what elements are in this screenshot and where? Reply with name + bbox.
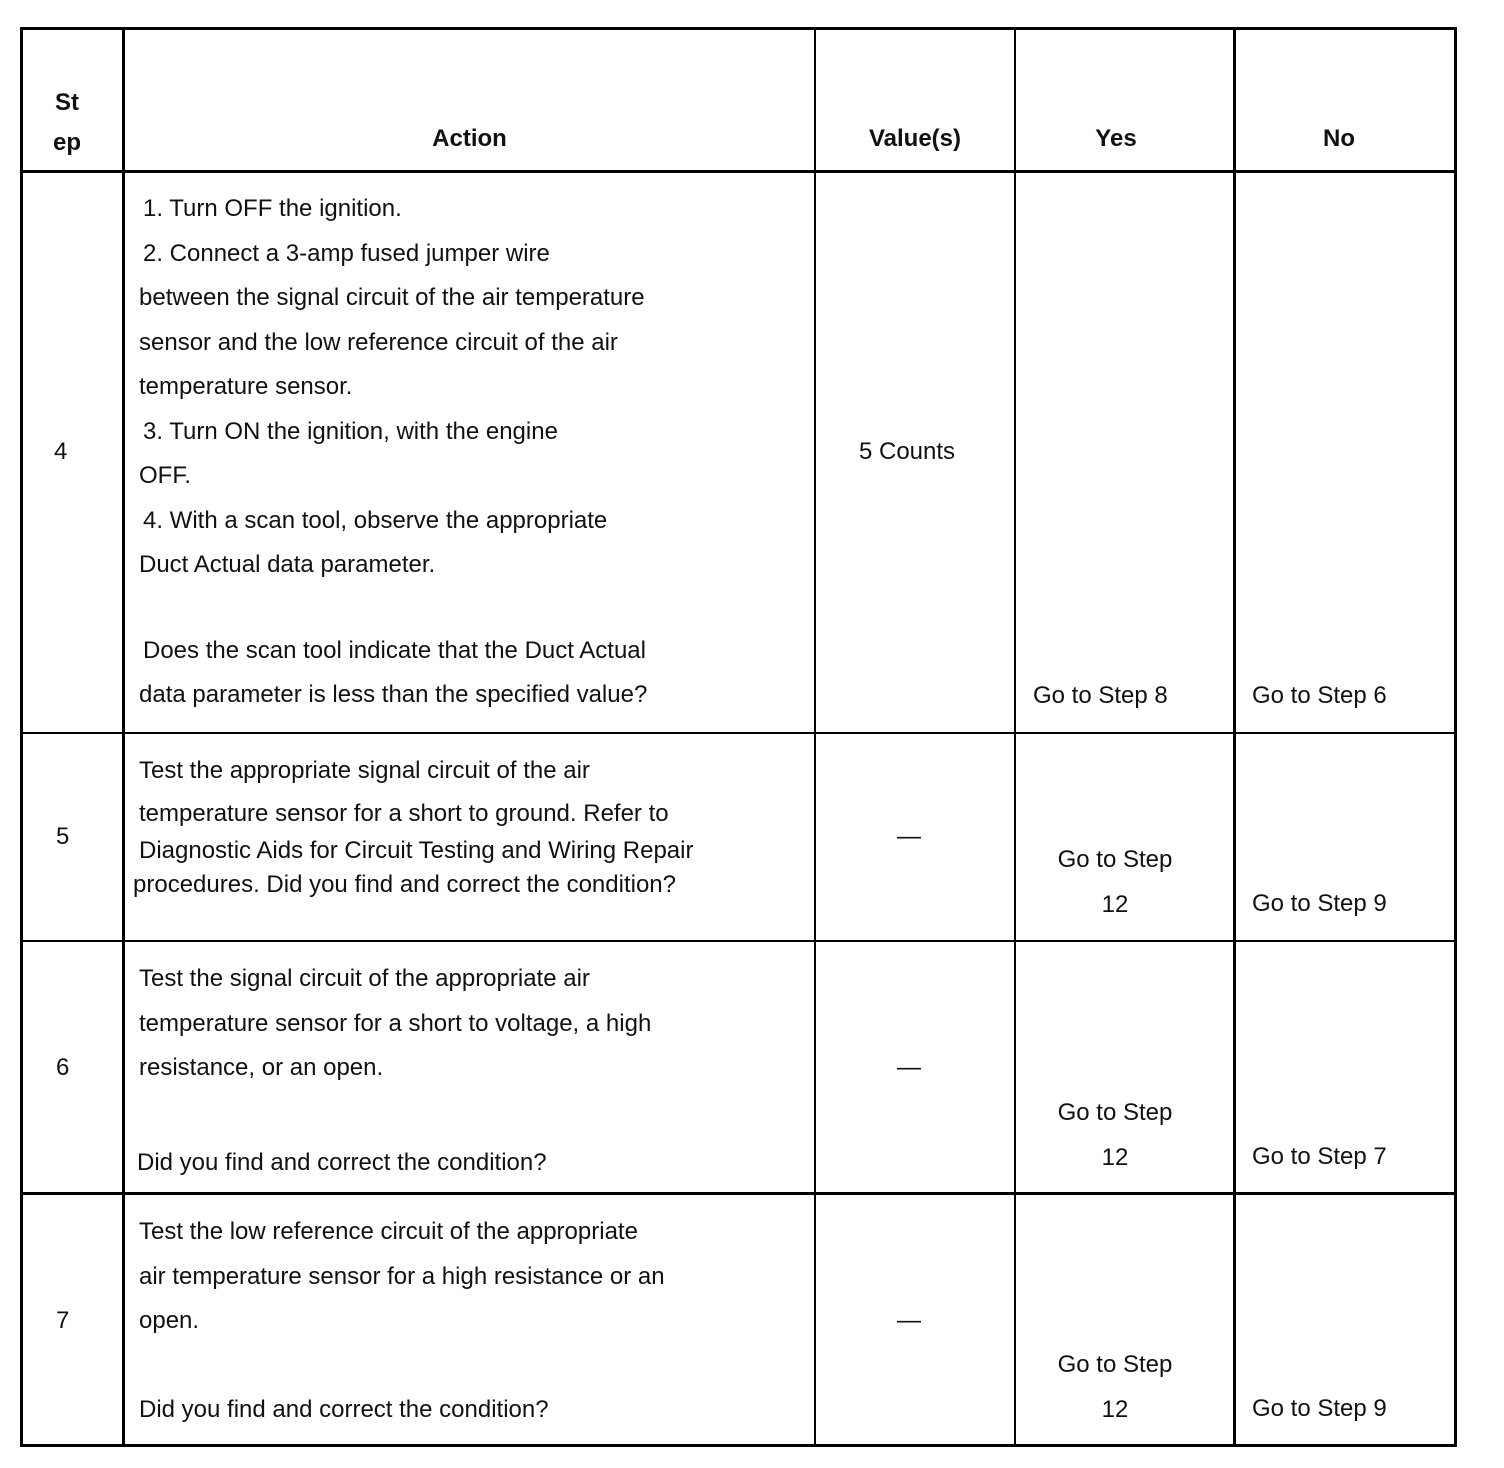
action-line: Test the appropriate signal circuit of the air (139, 757, 590, 784)
action-line: Did you find and correct the condition? (139, 1395, 549, 1423)
step-number: 5 (56, 823, 70, 850)
yes-line: 12 (1101, 1143, 1129, 1171)
step-number: 4 (54, 438, 68, 465)
action-line: temperature sensor for a short to voltage, a high (139, 1009, 652, 1037)
yes-cell (1016, 838, 1214, 927)
col-divider (814, 27, 816, 1447)
action-line: open. (139, 1307, 200, 1334)
value-cell: — (897, 823, 921, 850)
yes-line: Go to Step (1057, 846, 1173, 873)
col-divider (1014, 27, 1016, 1447)
action-line: Does the scan tool indicate that the Duct Actual (143, 636, 646, 664)
action-line (139, 588, 647, 629)
yes-cell: Go to Step 8 (1033, 682, 1168, 709)
no-cell: Go to Step 7 (1252, 1143, 1387, 1170)
action-line: Diagnostic Aids for Circuit Testing and Wiring Repair (139, 836, 694, 864)
row-divider (20, 1192, 1457, 1195)
header-step (23, 83, 111, 163)
header-action: Action (432, 125, 507, 152)
yes-line: 12 (1101, 890, 1129, 918)
yes-cell (1016, 1091, 1214, 1180)
yes-cell (1016, 1343, 1214, 1432)
action-line: 1. Turn OFF the ignition. (143, 195, 402, 222)
row-divider (20, 940, 1457, 942)
diagnostic-table (20, 27, 1457, 1447)
col-divider (122, 27, 125, 1447)
yes-line: Go to Step (1057, 1351, 1173, 1378)
table-border-top (20, 27, 1457, 30)
header-no: No (1323, 125, 1355, 152)
row-divider (20, 170, 1457, 173)
header-yes: Yes (1095, 125, 1137, 152)
value-cell: — (897, 1054, 921, 1081)
action-text (139, 187, 647, 718)
action-line: temperature sensor. (139, 373, 353, 400)
action-line: sensor and the low reference circuit of the air (139, 328, 618, 356)
step-number: 7 (56, 1307, 70, 1334)
yes-line: Go to Step (1057, 1099, 1173, 1126)
action-line: Test the low reference circuit of the appropriate (139, 1218, 638, 1245)
no-cell: Go to Step 6 (1252, 682, 1387, 709)
value-cell: — (897, 1307, 921, 1334)
row-divider (20, 732, 1457, 734)
action-line: procedures. Did you find and correct the condition? (133, 870, 676, 898)
action-line: between the signal circuit of the air temperature (139, 284, 645, 311)
header-step-line: ep (52, 129, 81, 156)
col-divider (1233, 27, 1236, 1447)
action-line: OFF. (139, 462, 191, 489)
yes-line: 12 (1101, 1395, 1129, 1423)
action-line: temperature sensor for a short to ground. Refer to (139, 799, 669, 827)
action-line: 2. Connect a 3-amp fused jumper wire (143, 239, 550, 267)
action-line: Did you find and correct the condition? (137, 1148, 547, 1176)
no-cell: Go to Step 9 (1252, 890, 1387, 917)
action-line (139, 1344, 665, 1388)
action-text (133, 749, 694, 902)
table-border-bottom (20, 1444, 1457, 1447)
header-values: Value(s) (868, 125, 962, 152)
step-number: 6 (56, 1054, 70, 1081)
action-line: 3. Turn ON the ignition, with the engine (143, 417, 558, 445)
table-border-right (1454, 27, 1457, 1447)
action-text (139, 957, 651, 1185)
no-cell: Go to Step 9 (1252, 1395, 1387, 1422)
action-line: Duct Actual data parameter. (139, 551, 436, 578)
action-line: Test the signal circuit of the appropriate air (139, 965, 590, 992)
action-line: resistance, or an open. (139, 1054, 384, 1081)
table-border-left (20, 27, 23, 1447)
value-cell: 5 Counts (858, 438, 956, 465)
action-line: 4. With a scan tool, observe the appropriate (143, 506, 608, 534)
header-step-line: St (55, 89, 79, 116)
action-line: data parameter is less than the specified value? (139, 681, 648, 708)
action-text (139, 1210, 665, 1432)
action-line: air temperature sensor for a high resistance or an (139, 1262, 665, 1290)
action-line (139, 1091, 651, 1141)
